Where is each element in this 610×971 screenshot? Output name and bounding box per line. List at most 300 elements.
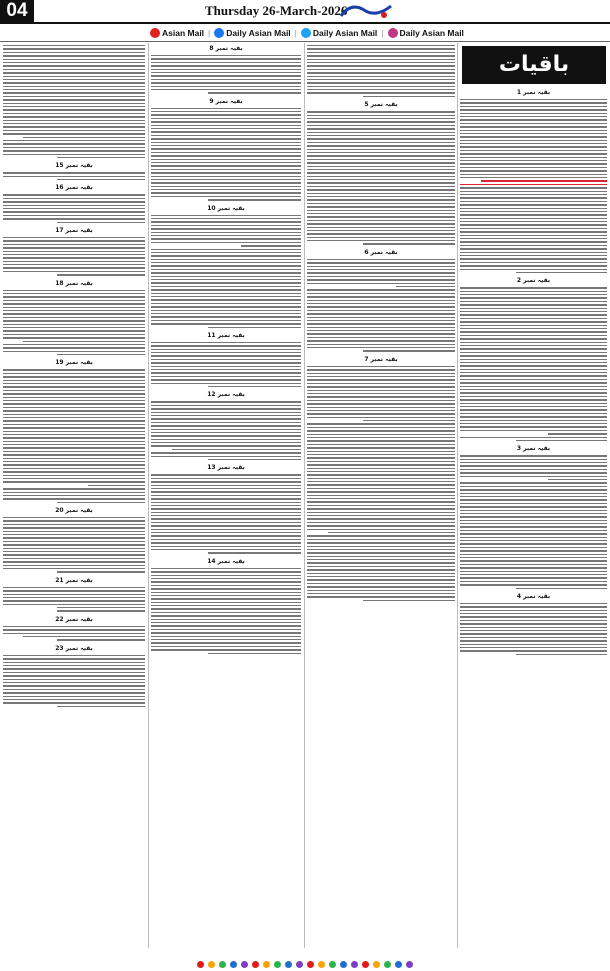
text-line bbox=[307, 596, 455, 597]
text-line bbox=[57, 222, 145, 223]
text-line bbox=[396, 286, 455, 287]
text-line bbox=[460, 540, 607, 541]
text-line bbox=[460, 291, 607, 292]
text-line bbox=[151, 595, 301, 596]
text-line bbox=[460, 345, 607, 346]
text-line bbox=[3, 427, 145, 428]
text-line bbox=[460, 228, 607, 229]
text-line bbox=[3, 247, 145, 248]
column-1 bbox=[3, 43, 145, 948]
text-line bbox=[307, 515, 455, 516]
text-line bbox=[3, 147, 145, 148]
text-line bbox=[307, 89, 455, 90]
footer-dot bbox=[307, 961, 314, 968]
text-line bbox=[307, 203, 455, 204]
text-line bbox=[307, 72, 455, 73]
text-line bbox=[460, 167, 607, 168]
text-line bbox=[307, 403, 455, 404]
text-line bbox=[3, 52, 145, 53]
text-line bbox=[460, 543, 607, 544]
text-line bbox=[3, 264, 145, 265]
social-link[interactable] bbox=[214, 28, 290, 38]
block-heading: بقیہ نمبر 8 bbox=[209, 45, 243, 52]
social-link[interactable] bbox=[301, 28, 377, 38]
text-line bbox=[3, 420, 145, 421]
text-line bbox=[307, 323, 455, 324]
text-line bbox=[151, 272, 301, 273]
text-line bbox=[460, 304, 607, 305]
text-line bbox=[3, 633, 145, 634]
text-line bbox=[151, 602, 301, 603]
text-line bbox=[151, 495, 301, 496]
text-line bbox=[3, 498, 145, 499]
text-line bbox=[151, 249, 301, 250]
text-line bbox=[460, 102, 607, 103]
text-line bbox=[3, 527, 145, 528]
article-block bbox=[307, 249, 455, 352]
text-line bbox=[3, 310, 145, 311]
text-line bbox=[307, 266, 455, 267]
text-line bbox=[363, 600, 455, 601]
text-line bbox=[3, 665, 145, 666]
text-line bbox=[3, 194, 145, 195]
article-block bbox=[3, 616, 145, 641]
text-line bbox=[151, 405, 301, 406]
text-line bbox=[307, 423, 455, 424]
social-link[interactable] bbox=[388, 28, 464, 38]
text-line bbox=[23, 341, 145, 342]
text-line bbox=[460, 392, 607, 393]
text-line bbox=[460, 550, 607, 551]
text-line bbox=[151, 366, 301, 367]
text-line bbox=[151, 639, 301, 640]
text-line bbox=[460, 399, 607, 400]
text-line bbox=[151, 225, 301, 226]
text-line bbox=[151, 629, 301, 630]
text-line bbox=[151, 474, 301, 475]
text-line bbox=[307, 82, 455, 83]
text-line bbox=[3, 376, 145, 377]
text-line bbox=[151, 498, 301, 499]
block-heading: بقیہ نمبر 2 bbox=[516, 277, 551, 285]
text-line bbox=[3, 495, 145, 496]
text-line bbox=[307, 396, 455, 397]
section-title-banner: باقیات bbox=[462, 46, 606, 84]
text-line bbox=[151, 252, 301, 253]
text-line bbox=[307, 293, 455, 294]
text-line bbox=[151, 575, 301, 576]
text-line bbox=[307, 186, 455, 187]
text-line bbox=[307, 230, 455, 231]
text-line bbox=[3, 143, 145, 144]
text-line bbox=[460, 314, 607, 315]
text-line bbox=[3, 558, 145, 559]
text-line bbox=[460, 623, 607, 624]
text-line bbox=[307, 193, 455, 194]
text-line bbox=[151, 585, 301, 586]
block-heading: بقیہ نمبر 16 bbox=[55, 184, 93, 192]
text-line bbox=[307, 189, 455, 190]
text-line bbox=[151, 571, 301, 572]
text-line bbox=[208, 92, 301, 93]
text-line bbox=[3, 554, 145, 555]
text-line bbox=[307, 407, 455, 408]
text-line bbox=[460, 163, 607, 164]
article-block bbox=[3, 227, 145, 276]
text-line bbox=[151, 145, 301, 146]
text-line bbox=[208, 386, 301, 387]
text-line bbox=[307, 279, 455, 280]
text-line bbox=[307, 573, 455, 574]
text-line bbox=[460, 194, 607, 195]
text-line bbox=[460, 630, 607, 631]
text-line bbox=[460, 516, 607, 517]
footer-dot bbox=[296, 961, 303, 968]
text-line bbox=[151, 82, 301, 83]
text-line bbox=[3, 211, 145, 212]
text-line bbox=[3, 541, 145, 542]
text-line bbox=[460, 406, 607, 407]
text-line bbox=[151, 568, 301, 569]
text-line bbox=[460, 348, 607, 349]
text-line bbox=[151, 135, 301, 136]
text-line bbox=[3, 696, 145, 697]
text-line bbox=[460, 513, 607, 514]
text-line bbox=[3, 300, 145, 301]
text-line bbox=[307, 310, 455, 311]
article-block bbox=[151, 391, 301, 460]
text-line bbox=[460, 606, 607, 607]
text-line bbox=[460, 577, 607, 578]
text-line bbox=[460, 157, 607, 158]
text-line bbox=[307, 92, 455, 93]
footer-dot bbox=[219, 961, 226, 968]
text-line bbox=[460, 221, 607, 222]
text-line bbox=[307, 440, 455, 441]
text-line bbox=[151, 279, 301, 280]
text-line bbox=[307, 313, 455, 314]
text-line bbox=[460, 191, 607, 192]
text-line bbox=[3, 685, 145, 686]
text-line bbox=[307, 579, 455, 580]
text-line bbox=[3, 390, 145, 391]
text-line bbox=[460, 426, 607, 427]
text-line bbox=[460, 99, 607, 100]
text-line bbox=[307, 390, 455, 391]
text-line bbox=[241, 245, 301, 246]
text-line bbox=[151, 299, 301, 300]
text-line bbox=[3, 140, 145, 141]
text-line bbox=[151, 592, 301, 593]
text-line bbox=[460, 603, 607, 604]
text-line bbox=[307, 340, 455, 341]
text-line bbox=[151, 401, 301, 402]
text-line bbox=[307, 549, 455, 550]
text-line bbox=[151, 235, 301, 236]
text-line bbox=[460, 130, 607, 131]
text-line bbox=[307, 62, 455, 63]
text-line bbox=[307, 562, 455, 563]
text-line bbox=[307, 138, 455, 139]
text-line bbox=[460, 369, 607, 370]
text-line bbox=[3, 587, 145, 588]
text-line bbox=[151, 238, 301, 239]
text-line bbox=[151, 532, 301, 533]
text-line bbox=[3, 55, 145, 56]
block-heading: بقیہ نمبر 4 bbox=[516, 592, 551, 600]
text-line bbox=[3, 692, 145, 693]
text-line bbox=[151, 155, 301, 156]
text-line bbox=[460, 482, 607, 483]
article-block bbox=[151, 45, 301, 94]
text-line bbox=[460, 197, 607, 198]
text-line bbox=[151, 306, 301, 307]
text-line bbox=[460, 455, 607, 456]
text-line bbox=[516, 654, 607, 655]
text-line bbox=[460, 616, 607, 617]
text-line bbox=[151, 539, 301, 540]
text-line bbox=[307, 166, 455, 167]
newspaper-logo bbox=[336, 0, 396, 22]
text-line bbox=[3, 150, 145, 151]
text-line bbox=[151, 182, 301, 183]
text-line bbox=[460, 647, 607, 648]
text-line bbox=[307, 369, 455, 370]
text-line bbox=[460, 211, 607, 212]
text-line bbox=[460, 116, 607, 117]
social-rule bbox=[0, 41, 610, 42]
text-line bbox=[307, 45, 455, 46]
footer-dot bbox=[406, 961, 413, 968]
text-line bbox=[460, 530, 607, 531]
text-line bbox=[3, 689, 145, 690]
text-line bbox=[307, 501, 455, 502]
text-line bbox=[307, 152, 455, 153]
text-line bbox=[151, 114, 301, 115]
text-line bbox=[57, 157, 145, 158]
text-line bbox=[151, 488, 301, 489]
text-line bbox=[151, 228, 301, 229]
text-line bbox=[460, 342, 607, 343]
text-line bbox=[151, 138, 301, 139]
text-line bbox=[151, 452, 301, 453]
text-line bbox=[3, 218, 145, 219]
text-line bbox=[460, 560, 607, 561]
text-line bbox=[151, 218, 301, 219]
text-line bbox=[151, 439, 301, 440]
column-2 bbox=[151, 43, 301, 948]
text-line bbox=[3, 154, 145, 155]
text-line bbox=[151, 612, 301, 613]
text-line bbox=[363, 420, 455, 421]
text-line bbox=[460, 297, 607, 298]
text-line bbox=[151, 442, 301, 443]
article-block bbox=[307, 101, 455, 245]
footer-dot bbox=[208, 961, 215, 968]
article-block bbox=[151, 332, 301, 387]
text-line bbox=[3, 82, 145, 83]
text-line bbox=[460, 382, 607, 383]
text-line bbox=[57, 354, 145, 355]
text-line bbox=[3, 72, 145, 73]
text-line bbox=[460, 321, 607, 322]
article-block bbox=[3, 184, 145, 223]
text-line bbox=[208, 327, 301, 328]
text-line bbox=[151, 159, 301, 160]
social-label: Asian Mail bbox=[162, 28, 205, 38]
block-heading: بقیہ نمبر 19 bbox=[55, 359, 93, 367]
text-line bbox=[3, 441, 145, 442]
text-line bbox=[460, 204, 607, 205]
text-line bbox=[151, 508, 301, 509]
text-line bbox=[3, 458, 145, 459]
text-line bbox=[460, 416, 607, 417]
text-line bbox=[307, 227, 455, 228]
text-line bbox=[460, 571, 607, 572]
text-line bbox=[460, 503, 607, 504]
text-line bbox=[3, 103, 145, 104]
text-line bbox=[3, 86, 145, 87]
youtube-icon bbox=[150, 28, 160, 38]
text-line bbox=[516, 588, 607, 589]
text-line bbox=[460, 526, 607, 527]
text-line bbox=[307, 162, 455, 163]
text-line bbox=[307, 471, 455, 472]
text-line bbox=[151, 646, 301, 647]
text-line bbox=[3, 655, 145, 656]
header-rule bbox=[0, 22, 610, 24]
text-line bbox=[307, 111, 455, 112]
text-line bbox=[460, 520, 607, 521]
text-line bbox=[3, 99, 145, 100]
text-line bbox=[208, 653, 301, 654]
text-line bbox=[307, 430, 455, 431]
text-line bbox=[3, 69, 145, 70]
text-line bbox=[460, 476, 607, 477]
text-line bbox=[460, 214, 607, 215]
text-line bbox=[460, 396, 607, 397]
text-line bbox=[3, 330, 145, 331]
text-line bbox=[151, 522, 301, 523]
text-line bbox=[460, 218, 607, 219]
text-line bbox=[3, 317, 145, 318]
text-line bbox=[3, 600, 145, 601]
text-line bbox=[151, 605, 301, 606]
text-line bbox=[3, 548, 145, 549]
text-line bbox=[516, 272, 607, 273]
text-line bbox=[460, 379, 607, 380]
text-line bbox=[307, 559, 455, 560]
text-line bbox=[3, 116, 145, 117]
article-block bbox=[307, 356, 455, 601]
text-line bbox=[307, 276, 455, 277]
text-line bbox=[460, 311, 607, 312]
text-line bbox=[307, 327, 455, 328]
text-line bbox=[307, 413, 455, 414]
text-line bbox=[151, 502, 301, 503]
text-line bbox=[151, 316, 301, 317]
text-line bbox=[151, 478, 301, 479]
text-line bbox=[151, 72, 301, 73]
text-line bbox=[460, 430, 607, 431]
text-line bbox=[3, 296, 145, 297]
text-line bbox=[151, 118, 301, 119]
text-line bbox=[460, 533, 607, 534]
text-line bbox=[3, 597, 145, 598]
text-line bbox=[151, 215, 301, 216]
social-label: Daily Asian Mail bbox=[312, 28, 378, 38]
text-line bbox=[307, 303, 455, 304]
text-line bbox=[3, 410, 145, 411]
footer-dot bbox=[318, 961, 325, 968]
text-line bbox=[460, 375, 607, 376]
text-line bbox=[460, 355, 607, 356]
block-heading: بقیہ نمبر 23 bbox=[55, 644, 93, 652]
text-line bbox=[307, 464, 455, 465]
text-line bbox=[307, 379, 455, 380]
text-line bbox=[307, 79, 455, 80]
text-line bbox=[460, 523, 607, 524]
text-line bbox=[460, 362, 607, 363]
text-line bbox=[151, 165, 301, 166]
text-line bbox=[460, 287, 607, 288]
text-line bbox=[460, 386, 607, 387]
text-line bbox=[57, 571, 145, 572]
text-line bbox=[3, 76, 145, 77]
text-line bbox=[307, 128, 455, 129]
text-line bbox=[3, 261, 145, 262]
text-line bbox=[208, 552, 301, 553]
text-line bbox=[307, 344, 455, 345]
block-heading: بقیہ نمبر 14 bbox=[207, 557, 245, 565]
text-line bbox=[57, 639, 145, 640]
article-block bbox=[151, 205, 301, 328]
text-line bbox=[57, 179, 145, 180]
page-number: 04 bbox=[0, 0, 34, 22]
text-line bbox=[481, 180, 607, 181]
text-line bbox=[151, 608, 301, 609]
social-links: Asian Mail | Daily Asian Mail | Daily Asian Mail | Daily Asian Mail bbox=[150, 26, 464, 40]
text-line bbox=[3, 337, 145, 338]
footer-dot bbox=[197, 961, 204, 968]
text-line bbox=[307, 529, 455, 530]
text-line bbox=[151, 55, 301, 56]
text-line bbox=[307, 69, 455, 70]
text-line bbox=[307, 233, 455, 234]
text-line bbox=[57, 706, 145, 707]
text-line bbox=[3, 658, 145, 659]
text-line bbox=[151, 265, 301, 266]
text-line bbox=[151, 622, 301, 623]
text-line bbox=[3, 481, 145, 482]
text-line bbox=[460, 146, 607, 147]
text-line bbox=[151, 323, 301, 324]
text-line bbox=[151, 179, 301, 180]
text-line bbox=[460, 123, 607, 124]
text-line bbox=[460, 489, 607, 490]
text-line bbox=[151, 189, 301, 190]
article-block bbox=[3, 162, 145, 180]
text-line bbox=[548, 479, 607, 480]
text-line bbox=[3, 347, 145, 348]
block-heading: بقیہ نمبر 7 bbox=[364, 355, 398, 363]
text-line bbox=[3, 96, 145, 97]
text-line bbox=[307, 52, 455, 53]
text-line bbox=[151, 355, 301, 356]
text-line bbox=[460, 496, 607, 497]
text-line bbox=[151, 625, 301, 626]
social-link[interactable] bbox=[150, 28, 204, 38]
